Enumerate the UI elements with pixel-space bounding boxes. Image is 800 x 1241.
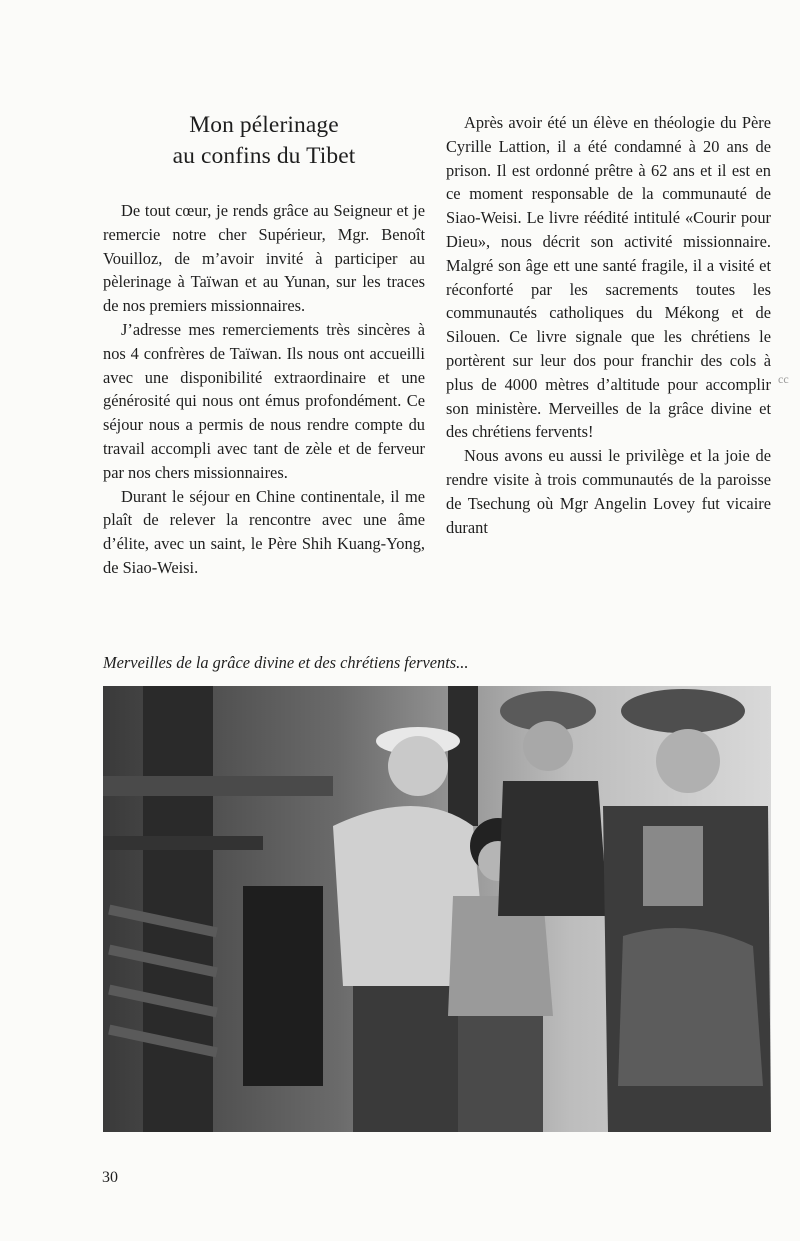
- photograph: [103, 686, 771, 1132]
- paragraph: De tout cœur, je rends grâce au Seigneur et je remercie notre cher Supérieur, Mgr. Benoît Vouilloz, de m’avoir invité à participer au pèlerinage à Taïwan et au Yunan, sur les traces de nos premiers missionnaires.: [103, 201, 425, 316]
- title-line-1: Mon pélerinage: [189, 112, 339, 138]
- left-column: [103, 110, 425, 580]
- photo-illustration: [103, 686, 771, 1132]
- paragraph: Durant le séjour en Chine continentale, il me plaît de relever la rencontre avec une âme d’élite, avec un saint, le Père Shih Kuang-Yong, de Siao-Weisi.: [103, 486, 425, 577]
- article-title: [103, 110, 425, 172]
- photo-caption: Merveilles de la grâce divine et des chrétiens fervents...: [103, 653, 469, 672]
- margin-mark: cc: [778, 372, 789, 386]
- title-line-2: au confins du Tibet: [172, 143, 356, 169]
- right-column: [446, 111, 771, 539]
- paragraph: J’adresse mes remerciements très sincères à nos 4 confrères de Taïwan. Ils nous ont accueilli avec une disponibilité extraordinaire et une générosité qui nous ont émus profondément. Ce séjour nous a permis de nous rendre compte du travail accompli avec tant de zèle et de ferveur par nos chers missionnaires.: [103, 319, 425, 482]
- paragraph: Nous avons eu aussi le privilège et la joie de rendre visite à trois communautés de la paroisse de Tsechung où Mgr Angelin Lovey fut vicaire durant: [446, 446, 771, 537]
- page-number: 30: [102, 1169, 118, 1186]
- paragraph: Après avoir été un élève en théologie du Père Cyrille Lattion, il a été condamné à 20 ans de prison. Il est ordonné prêtre à 62 ans et il est en ce moment responsable de la communauté de Siao-Weisi. Le livre réédité intitulé «Courir pour Dieu», nous décrit son activité missionnaire. Malgré son âge ett une santé fragile, il a visité et réconforté par les sacrements toutes les communautés catholiques du Mékong et de Silouen. Ce livre signale que les chrétiens le portèrent sur leur dos pour franchir des cols à plus de 4000 mètres d’altitude pour accomplir son ministère. Merveilles de la grâce divine et des chrétiens fervents!: [446, 113, 771, 442]
